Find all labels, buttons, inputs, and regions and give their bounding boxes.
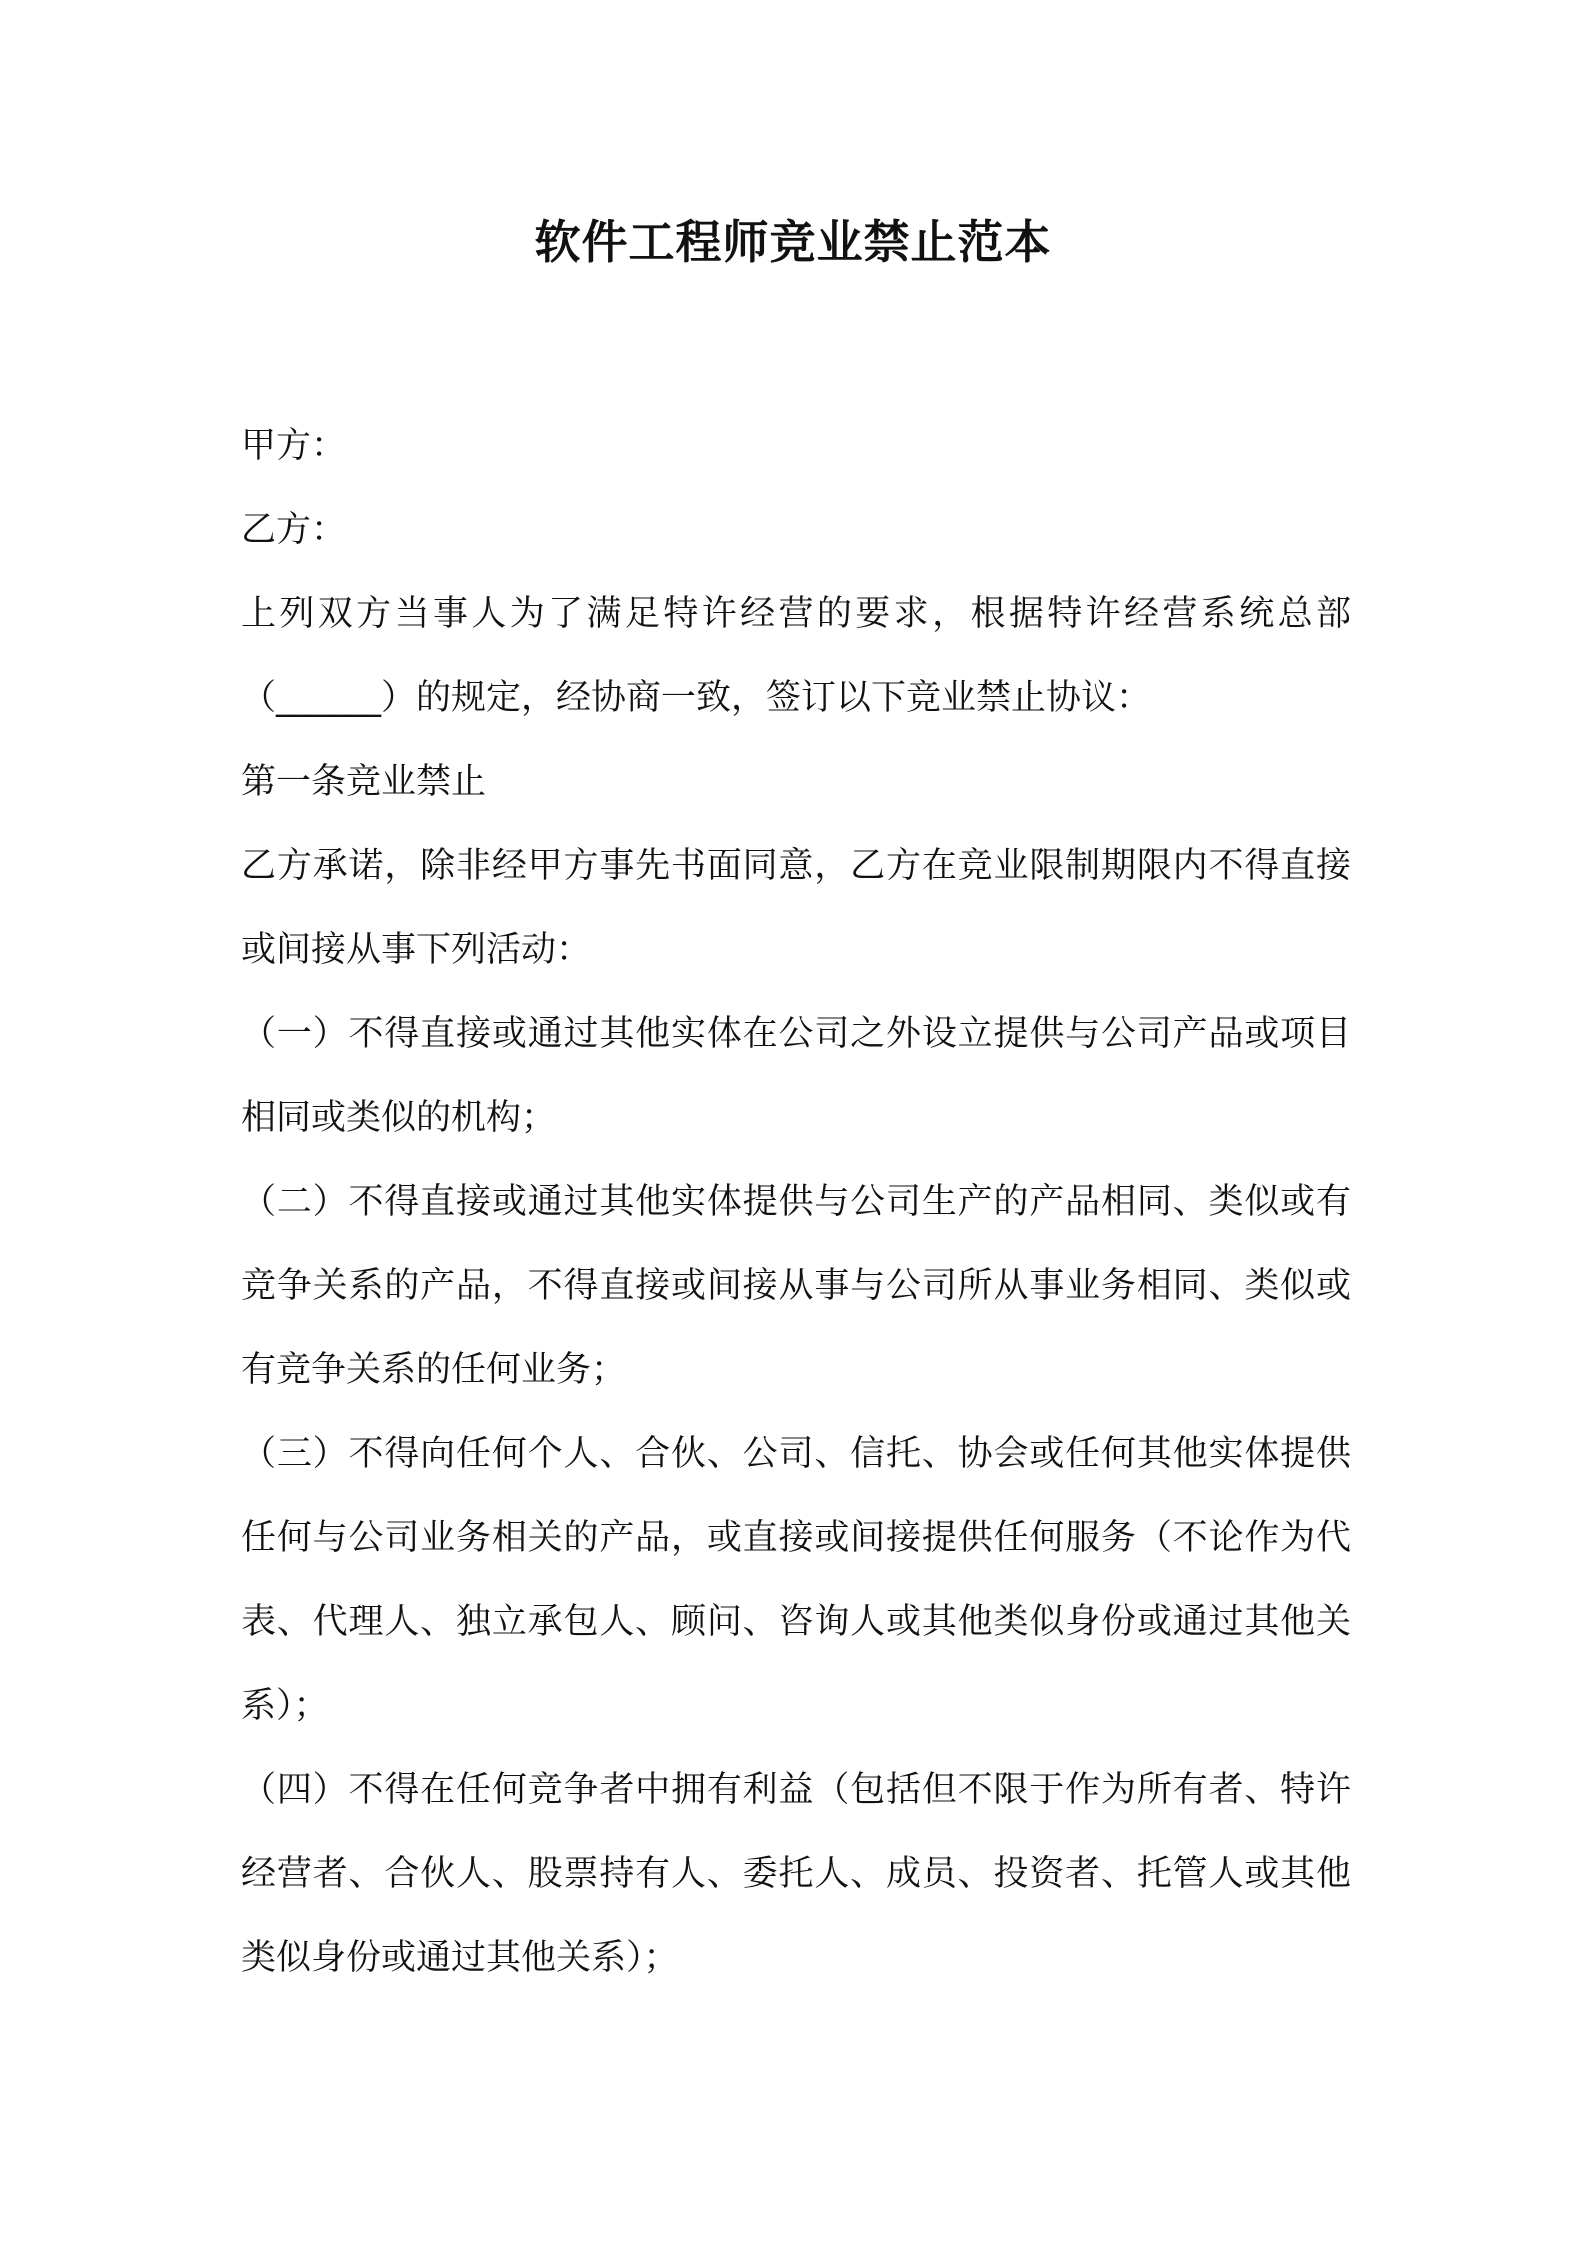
clause-two: （二）不得直接或通过其他实体提供与公司生产的产品相同、类似或有竞争关系的产品，不得直接或间接从事与公司所从事业务相同、类似或有竞争关系的任何业务； xyxy=(241,1182,1351,1390)
party-a-label: 甲方： xyxy=(241,426,347,466)
document-title: 软件工程师竞业禁止范本 xyxy=(534,215,1052,269)
commitment-paragraph: 乙方承诺，除非经甲方事先书面同意，乙方在竞业限制期限内不得直接或间接从事下列活动： xyxy=(241,846,1351,970)
clause-one: （一）不得直接或通过其他实体在公司之外设立提供与公司产品或项目相同或类似的机构； xyxy=(241,1014,1351,1138)
clause-four: （四）不得在任何竞争者中拥有利益（包括但不限于作为所有者、特许经营者、合伙人、股票持有人、委托人、成员、投资者、托管人或其他类似身份或通过其他关系）； xyxy=(241,1770,1351,1978)
article-one-heading: 第一条竞业禁止 xyxy=(241,762,487,802)
clause-three: （三）不得向任何个人、合伙、公司、信托、协会或任何其他实体提供任何与公司业务相关的产品，或直接或间接提供任何服务（不论作为代表、代理人、独立承包人、顾问、咨询人或其他类似身份或通过其他关系）； xyxy=(241,1434,1351,1726)
document-body xyxy=(241,404,1351,2000)
preamble-paragraph: 上列双方当事人为了满足特许经营的要求，根据特许经营系统总部（______）的规定，经协商一致，签订以下竞业禁止协议： xyxy=(241,594,1351,718)
party-b-label: 乙方： xyxy=(241,510,347,550)
